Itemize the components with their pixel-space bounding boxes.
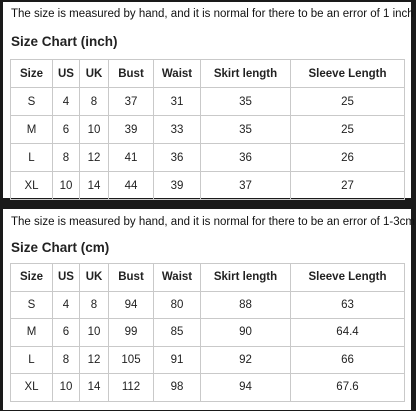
table-cell: 8 — [53, 346, 80, 374]
table-cell: 27 — [291, 172, 405, 200]
table-cell: 88 — [201, 291, 291, 319]
size-table — [10, 263, 405, 402]
header-cell: Skirt length — [201, 60, 291, 88]
table-cell: 35 — [201, 116, 291, 144]
table-cell: 36 — [154, 144, 201, 172]
table-cell: 25 — [291, 88, 405, 116]
table-cell: 67.6 — [291, 374, 405, 402]
table-cell: 33 — [154, 116, 201, 144]
table-cell: 94 — [109, 291, 154, 319]
header-cell: Skirt length — [201, 264, 291, 292]
table-cell: 44 — [109, 172, 154, 200]
header-cell: Size — [11, 264, 53, 292]
table-row — [11, 291, 405, 319]
table-cell: 98 — [154, 374, 201, 402]
table-row — [11, 172, 405, 200]
header-cell: Size — [11, 60, 53, 88]
table-cell: 85 — [154, 319, 201, 347]
header-cell: US — [53, 60, 80, 88]
cm-size-chart-panel — [3, 209, 415, 410]
table-row — [11, 144, 405, 172]
table-cell: 4 — [53, 291, 80, 319]
table-cell: 10 — [80, 319, 109, 347]
header-cell: Waist — [154, 264, 201, 292]
table-row — [11, 374, 405, 402]
table-cell: M — [11, 116, 53, 144]
table-cell: 80 — [154, 291, 201, 319]
chart-title: Size Chart (cm) — [11, 240, 110, 255]
table-cell: 66 — [291, 346, 405, 374]
table-cell: 91 — [154, 346, 201, 374]
size-table — [10, 59, 405, 200]
table-cell: 8 — [80, 291, 109, 319]
header-cell: Sleeve Length — [291, 264, 405, 292]
table-cell: 12 — [80, 346, 109, 374]
table-cell: 39 — [154, 172, 201, 200]
table-cell: 10 — [53, 172, 80, 200]
table-cell: 99 — [109, 319, 154, 347]
inch-size-chart-panel — [3, 2, 414, 198]
table-cell: 41 — [109, 144, 154, 172]
table-cell: 63 — [291, 291, 405, 319]
table-row — [11, 319, 405, 347]
table-cell: S — [11, 291, 53, 319]
table-cell: 112 — [109, 374, 154, 402]
table-cell: 8 — [80, 88, 109, 116]
table-cell: L — [11, 346, 53, 374]
table-cell: 35 — [201, 88, 291, 116]
table-cell: 39 — [109, 116, 154, 144]
header-row — [11, 60, 405, 88]
header-cell: UK — [80, 264, 109, 292]
table-cell: 31 — [154, 88, 201, 116]
header-cell: Waist — [154, 60, 201, 88]
table-cell: 37 — [109, 88, 154, 116]
header-cell: UK — [80, 60, 109, 88]
table-cell: 6 — [53, 319, 80, 347]
table-cell: XL — [11, 172, 53, 200]
table-cell: 37 — [201, 172, 291, 200]
header-cell: US — [53, 264, 80, 292]
table-cell: 90 — [201, 319, 291, 347]
table-cell: 26 — [291, 144, 405, 172]
measurement-note: The size is measured by hand, and it is normal for there to be an error of 1-3cm — [11, 216, 415, 228]
table-row — [11, 346, 405, 374]
table-cell: 64.4 — [291, 319, 405, 347]
table-cell: 6 — [53, 116, 80, 144]
table-cell: 4 — [53, 88, 80, 116]
table-row — [11, 116, 405, 144]
chart-title: Size Chart (inch) — [11, 34, 118, 49]
table-cell: 25 — [291, 116, 405, 144]
table-cell: 12 — [80, 144, 109, 172]
table-cell: XL — [11, 374, 53, 402]
table-cell: 10 — [53, 374, 80, 402]
table-cell: 94 — [201, 374, 291, 402]
table-cell: M — [11, 319, 53, 347]
table-cell: 92 — [201, 346, 291, 374]
table-row — [11, 88, 405, 116]
header-cell: Bust — [109, 60, 154, 88]
table-cell: 14 — [80, 374, 109, 402]
table-cell: 36 — [201, 144, 291, 172]
header-cell: Bust — [109, 264, 154, 292]
table-cell: S — [11, 88, 53, 116]
table-cell: L — [11, 144, 53, 172]
table-cell: 10 — [80, 116, 109, 144]
table-cell: 8 — [53, 144, 80, 172]
table-cell: 105 — [109, 346, 154, 374]
header-row — [11, 264, 405, 292]
header-cell: Sleeve Length — [291, 60, 405, 88]
table-cell: 14 — [80, 172, 109, 200]
measurement-note: The size is measured by hand, and it is normal for there to be an error of 1 inch — [11, 8, 414, 20]
